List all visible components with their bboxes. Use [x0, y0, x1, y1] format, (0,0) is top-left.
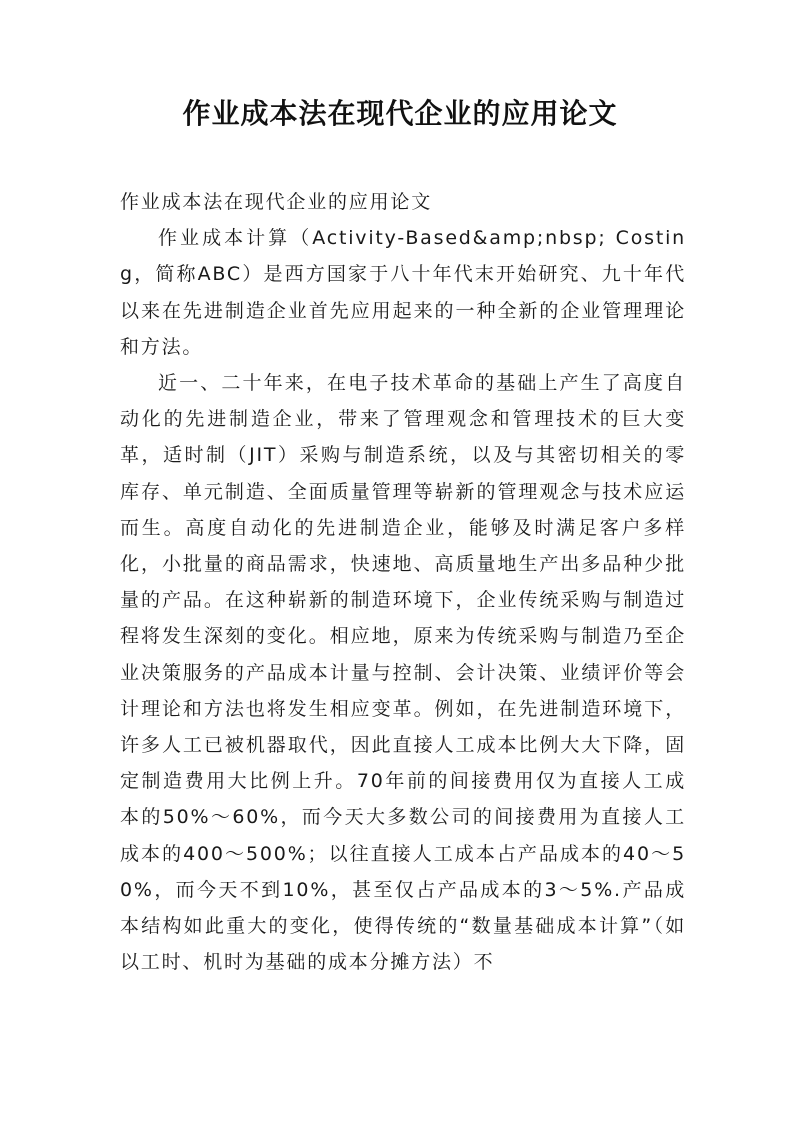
document-subtitle: 作业成本法在现代企业的应用论文	[120, 191, 433, 213]
document-body	[120, 184, 686, 980]
paragraph-1: 作业成本计算（Activity-Based&amp;nbsp; Costing，简称ABC）是西方国家于八十年代末开始研究、九十年代以来在先进制造企业首先应用起来的一种全新的企业管理理论和方法。	[120, 227, 686, 358]
paragraph-2: 近一、二十年来，在电子技术革命的基础上产生了高度自动化的先进制造企业，带来了管理观念和管理技术的巨大变革，适时制（JIT）采购与制造系统，以及与其密切相关的零库存、单元制造、全面质量管理等崭新的管理观念与技术应运而生。高度自动化的先进制造企业，能够及时满足客户多样化，小批量的商品需求，快速地、高质量地生产出多品种少批量的产品。在这种崭新的制造环境下，企业传统采购与制造过程将发生深刻的变化。相应地，原来为传统采购与制造乃至企业决策服务的产品成本计量与控制、会计决策、业绩评价等会计理论和方法也将发生相应变革。例如，在先进制造环境下，许多人工已被机器取代，因此直接人工成本比例大大下降，固定制造费用大比例上升。70年前的间接费用仅为直接人工成本的50%～60%，而今天大多数公司的间接费用为直接人工成本的400～500%；以往直接人工成本占产品成本的40～50%，而今天不到10%，甚至仅占产品成本的3～5%.产品成本结构如此重大的变化，使得传统的“数量基础成本计算”（如以工时、机时为基础的成本分摊方法）不	[120, 372, 686, 974]
page-title: 作业成本法在现代企业的应用论文	[182, 97, 618, 130]
